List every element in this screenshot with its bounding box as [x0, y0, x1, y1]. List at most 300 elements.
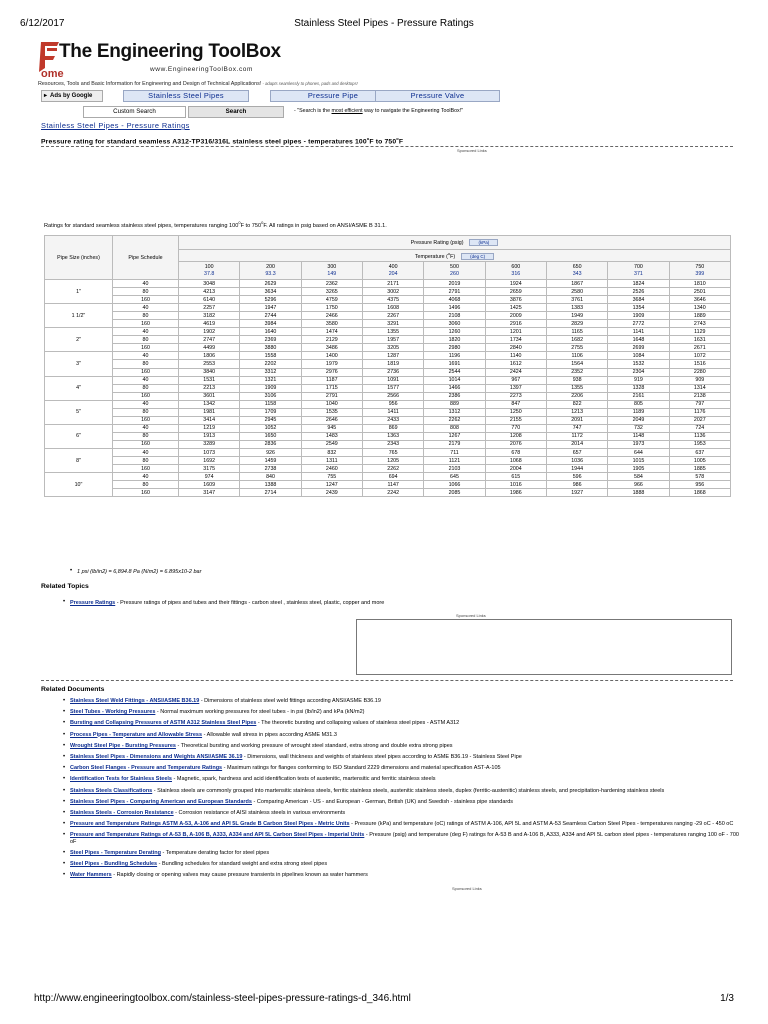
pressure-cell: 2433	[362, 416, 423, 424]
pressure-cell: 2206	[546, 392, 607, 400]
related-document-link[interactable]: Process Pipes - Temperature and Allowable Stress	[70, 731, 203, 738]
table-row	[45, 424, 731, 432]
pressure-cell: 2659	[485, 288, 546, 296]
pressure-cell: 2091	[546, 416, 607, 424]
pressure-cell: 2629	[240, 280, 301, 288]
pressure-cell: 2744	[240, 312, 301, 320]
pressure-cell: 2085	[424, 489, 485, 497]
pressure-cell: 1015	[608, 457, 669, 465]
pressure-cell: 747	[546, 424, 607, 432]
pressure-cell: 2129	[301, 336, 362, 344]
pressure-cell: 2976	[301, 368, 362, 376]
pressure-cell: 2791	[301, 392, 362, 400]
related-document-link[interactable]: Steel Pipes - Temperature Derating	[70, 850, 161, 857]
pressure-cell: 4375	[362, 296, 423, 304]
pressure-cell: 1577	[362, 384, 423, 392]
list-item: • Bursting and Collapsing Pressures of ASTM A312 Stainless Steel Pipes - The theoretic bursting and collapsing values of stainless steel pipes - ASTM A312	[70, 720, 740, 727]
pressure-cell: 1692	[179, 457, 240, 465]
list-item: • Steel Pipes - Bundling Schedules - Bundling schedules for standard weight and extra strong steel pipes	[70, 861, 740, 868]
pressure-cell: 1820	[424, 336, 485, 344]
related-document-link[interactable]: Steel Pipes - Bundling Schedules	[70, 861, 158, 868]
pressure-cell: 5296	[240, 296, 301, 304]
schedule-cell: 160	[113, 320, 179, 328]
list-item: • Stainless Steels - Corrosion Resistance - Corrosion resistance of AISI stainless steels in various environments	[70, 810, 740, 817]
pressure-cell: 2027	[669, 416, 730, 424]
pressure-cell: 2049	[608, 416, 669, 424]
pressure-cell: 2671	[669, 344, 730, 352]
pressure-cell: 3761	[546, 296, 607, 304]
pressure-cell: 3634	[240, 288, 301, 296]
pressure-cell: 1121	[424, 457, 485, 465]
pressure-cell: 808	[424, 424, 485, 432]
pressure-cell: 1260	[424, 328, 485, 336]
schedule-cell: 80	[113, 384, 179, 392]
page-headline: Pressure rating for standard seamless A312-TP316/316L stainless steel pipes - temperatures 100$^o$F to 750$^o$F	[41, 136, 404, 146]
pressure-cell: 3265	[301, 288, 362, 296]
list-item: • Stainless Steel Pipes - Comparing American and European Standards - Comparing American - US - and European - German, British (UK) and Swedish - stainless pipe standards	[70, 799, 740, 806]
pressure-cell: 2916	[485, 320, 546, 328]
pressure-cell: 1073	[179, 448, 240, 456]
table-row	[45, 304, 731, 312]
pressure-cell: 1187	[301, 376, 362, 384]
pressure-cell: 3312	[240, 368, 301, 376]
pressure-cell: 1709	[240, 408, 301, 416]
pressure-cell: 840	[240, 473, 301, 481]
pressure-cell: 1944	[546, 465, 607, 473]
table-row	[45, 481, 731, 489]
deg-c-toggle-button[interactable]: (deg C)	[461, 253, 494, 260]
pressure-cell: 1355	[362, 328, 423, 336]
pressure-cell: 678	[485, 448, 546, 456]
pressure-cell: 3414	[179, 416, 240, 424]
pressure-cell: 2014	[546, 440, 607, 448]
pressure-cell: 1201	[485, 328, 546, 336]
schedule-cell: 40	[113, 424, 179, 432]
pressure-cell: 3060	[424, 320, 485, 328]
pressure-cell: 2424	[485, 368, 546, 376]
pressure-cell: 1734	[485, 336, 546, 344]
pressure-cell: 3646	[669, 296, 730, 304]
related-documents-list	[70, 698, 740, 884]
pressure-cell: 2362	[301, 280, 362, 288]
logo-url: www.EngineeringToolBox.com	[150, 66, 254, 73]
pressure-cell: 711	[424, 448, 485, 456]
page-number: 1/3	[720, 993, 734, 1004]
pressure-cell: 1474	[301, 328, 362, 336]
table-row	[45, 489, 731, 497]
pressure-cell: 1014	[424, 376, 485, 384]
schedule-cell: 160	[113, 344, 179, 352]
pressure-cell: 2019	[424, 280, 485, 288]
pressure-cell: 974	[179, 473, 240, 481]
advertisement-box[interactable]	[356, 619, 732, 675]
pressure-cell: 1531	[179, 376, 240, 384]
temperature-column-header: 400 204	[362, 262, 423, 280]
pressure-cell: 1219	[179, 424, 240, 432]
pressure-cell: 732	[608, 424, 669, 432]
pressure-cell: 2343	[362, 440, 423, 448]
logo-title: The Engineering ToolBox	[59, 41, 281, 62]
pressure-cell: 1250	[485, 408, 546, 416]
pressure-cell: 2242	[362, 489, 423, 497]
pressure-rating-table	[44, 235, 731, 497]
pressure-cell: 2155	[485, 416, 546, 424]
table-row	[45, 352, 731, 360]
temperature-column-header: 700 371	[608, 262, 669, 280]
schedule-cell: 160	[113, 296, 179, 304]
site-logo[interactable]	[37, 40, 297, 82]
pressure-cell: 765	[362, 448, 423, 456]
pressure-cell: 1609	[179, 481, 240, 489]
pressure-cell: 1176	[669, 408, 730, 416]
pressure-cell: 1535	[301, 408, 362, 416]
pressure-cell: 2257	[179, 304, 240, 312]
related-document-link[interactable]: Stainless Steels Classifications	[70, 787, 153, 794]
pressure-cell: 3876	[485, 296, 546, 304]
pressure-cell: 644	[608, 448, 669, 456]
pressure-cell: 919	[608, 376, 669, 384]
pressure-cell: 1363	[362, 432, 423, 440]
pressure-cell: 3147	[179, 489, 240, 497]
list-item: • Identification Tests for Stainless Steels - Magnetic, spark, hardness and acid identification tests of austenitic, martensitic and ferritic stainless steels	[70, 776, 740, 783]
pressure-cell: 1140	[485, 352, 546, 360]
pressure-cell: 2267	[362, 312, 423, 320]
pressure-cell: 2840	[485, 344, 546, 352]
pressure-cell: 1957	[362, 336, 423, 344]
pressure-cell: 1612	[485, 360, 546, 368]
related-document-link[interactable]: Carbon Steel Flanges - Pressure and Temperature Ratings	[70, 765, 223, 772]
pressure-cell: 2280	[669, 368, 730, 376]
pressure-cell: 2369	[240, 336, 301, 344]
pressure-cell: 1902	[179, 328, 240, 336]
pressure-cell: 1068	[485, 457, 546, 465]
pressure-cell: 1973	[608, 440, 669, 448]
schedule-cell: 160	[113, 465, 179, 473]
table-row	[45, 448, 731, 456]
pressure-cell: 1979	[301, 360, 362, 368]
pressure-cell: 1885	[669, 465, 730, 473]
pressure-cell: 1909	[240, 384, 301, 392]
table-row	[45, 312, 731, 320]
pressure-cell: 637	[669, 448, 730, 456]
pressure-cell: 1715	[301, 384, 362, 392]
schedule-cell: 80	[113, 457, 179, 465]
pipe-size-header: Pipe Size (inches)	[45, 236, 113, 280]
table-row	[45, 360, 731, 368]
temperature-column-header: 600 316	[485, 262, 546, 280]
pressure-cell: 1927	[546, 489, 607, 497]
table-row	[45, 432, 731, 440]
table-row	[45, 457, 731, 465]
pipe-size-cell: 10"	[45, 473, 113, 497]
temperature-column-header: 500 260	[424, 262, 485, 280]
pressure-cell: 1311	[301, 457, 362, 465]
pressure-cell: 956	[669, 481, 730, 489]
sponsored-links-label: Sponsored Links	[456, 613, 486, 618]
pressure-cell: 1267	[424, 432, 485, 440]
pressure-cell: 3601	[179, 392, 240, 400]
table-row	[45, 400, 731, 408]
pressure-cell: 2714	[240, 489, 301, 497]
pressure-cell: 1040	[301, 400, 362, 408]
pressure-cell: 945	[301, 424, 362, 432]
schedule-cell: 40	[113, 448, 179, 456]
pressure-cell: 2980	[424, 344, 485, 352]
temperature-column-header: 100 37.8	[179, 262, 240, 280]
print-date: 6/12/2017	[20, 18, 65, 29]
related-document-link[interactable]: Bursting and Collapsing Pressures of ASTM A312 Stainless Steel Pipes	[70, 720, 257, 727]
pressure-cell: 1640	[240, 328, 301, 336]
pressure-cell: 657	[546, 448, 607, 456]
pressure-cell: 1682	[546, 336, 607, 344]
pressure-cell: 1189	[608, 408, 669, 416]
pressure-cell: 1016	[485, 481, 546, 489]
pressure-cell: 1208	[485, 432, 546, 440]
list-item: • Water Hammers - Rapidly closing or opening valves may cause pressure transients in pipelines known as water hammers	[70, 872, 740, 879]
pressure-cell: 2549	[301, 440, 362, 448]
list-item: • Carbon Steel Flanges - Pressure and Temperature Ratings - Maximum ratings for flanges conforming to ISO Standard 2229 dimensions and material specification AST-A-105	[70, 765, 740, 772]
pressure-cell: 2103	[424, 465, 485, 473]
pressure-cell: 2580	[546, 288, 607, 296]
pressure-cell: 822	[546, 400, 607, 408]
pipe-size-cell: 6"	[45, 424, 113, 448]
pressure-cell: 1924	[485, 280, 546, 288]
related-topic-link[interactable]: Pressure Ratings	[70, 600, 116, 606]
table-row	[45, 344, 731, 352]
pressure-cell: 2262	[362, 465, 423, 473]
pipe-size-cell: 4"	[45, 376, 113, 400]
home-link[interactable]: ome	[41, 68, 64, 80]
pressure-cell: 1091	[362, 376, 423, 384]
pressure-cell: 2304	[608, 368, 669, 376]
schedule-cell: 40	[113, 376, 179, 384]
pressure-cell: 3106	[240, 392, 301, 400]
pressure-cell: 645	[424, 473, 485, 481]
pressure-cell: 1411	[362, 408, 423, 416]
temperature-column-header: 750 399	[669, 262, 730, 280]
schedule-cell: 40	[113, 328, 179, 336]
print-title: Stainless Steel Pipes - Pressure Ratings	[294, 18, 474, 29]
pressure-cell: 1148	[608, 432, 669, 440]
pressure-cell: 2829	[546, 320, 607, 328]
pressure-cell: 1312	[424, 408, 485, 416]
pressure-cell: 2009	[485, 312, 546, 320]
related-document-link[interactable]: Pressure and Temperature Ratings of A-53 B, A-106 B, A333, A334 and API 5L Carbon Steel Pipes - Imperial Units	[70, 832, 365, 839]
schedule-cell: 160	[113, 392, 179, 400]
pressure-cell: 2501	[669, 288, 730, 296]
pressure-cell: 1129	[669, 328, 730, 336]
pressure-cell: 1354	[608, 304, 669, 312]
pressure-cell: 966	[608, 481, 669, 489]
pressure-cell: 1425	[485, 304, 546, 312]
related-document-link[interactable]: Stainless Steel Weld Fittings - ANSI/ASME B36.19	[70, 698, 200, 704]
temperature-column-header: 650 343	[546, 262, 607, 280]
pressure-cell: 1158	[240, 400, 301, 408]
pressure-cell: 2743	[669, 320, 730, 328]
pressure-cell: 2755	[546, 344, 607, 352]
search-button[interactable]: Search	[188, 106, 284, 118]
divider	[41, 146, 733, 147]
pressure-cell: 2466	[301, 312, 362, 320]
schedule-cell: 160	[113, 489, 179, 497]
conversion-note: • 1 psi (lb/in2) = 6,894.8 Pa (N/m2) = 6.895x10-2 bar	[77, 569, 201, 575]
related-document-link[interactable]: Identification Tests for Stainless Steels	[70, 776, 172, 783]
pressure-cell: 2386	[424, 392, 485, 400]
pressure-cell: 3048	[179, 280, 240, 288]
pipe-size-cell: 1 1/2"	[45, 304, 113, 328]
pressure-cell: 1459	[240, 457, 301, 465]
pressure-cell: 1400	[301, 352, 362, 360]
pressure-cell: 1383	[546, 304, 607, 312]
pressure-cell: 1072	[669, 352, 730, 360]
ads-by-google-button[interactable]: ▸ Ads by Google	[41, 90, 103, 102]
pressure-cell: 578	[669, 473, 730, 481]
pressure-cell: 1172	[546, 432, 607, 440]
schedule-cell: 160	[113, 440, 179, 448]
pressure-cell: 797	[669, 400, 730, 408]
pressure-cell: 1981	[179, 408, 240, 416]
kpa-toggle-button[interactable]: (kPa)	[469, 239, 498, 246]
list-item: • Wrought Steel Pipe - Bursting Pressures - Theoretical bursting and working pressure of wrought steel standard, extra strong and double extra strong pipes	[70, 743, 740, 750]
pressure-cell: 2646	[301, 416, 362, 424]
pressure-cell: 1213	[546, 408, 607, 416]
list-item: • Steel Tubes - Working Pressures - Normal maximum working pressures for steel tubes - in psi (lb/in2) and kPa (kN/m2)	[70, 709, 740, 716]
pressure-cell: 3580	[301, 320, 362, 328]
pressure-cell: 2138	[669, 392, 730, 400]
pressure-cell: 2945	[240, 416, 301, 424]
schedule-cell: 80	[113, 288, 179, 296]
related-document-link[interactable]: Water Hammers	[70, 872, 112, 879]
pressure-cell: 4759	[301, 296, 362, 304]
search-hint-emphasis: most efficient	[331, 108, 363, 114]
pressure-cell: 1052	[240, 424, 301, 432]
search-hint: - "Search is the most efficient way to navigate the Engineering ToolBox!"	[294, 108, 464, 114]
list-item: • Pressure and Temperature Ratings of A-53 B, A-106 B, A333, A334 and API 5L Carbon Steel Pipes - Imperial Units - Pressure (psig) and temperature (deg F) ratings for A-53 B and A-106 B, A333, A334 and API 5L carbon steel pipes - temperatures ranging 100 oF - 700 oF	[70, 832, 740, 845]
pressure-cell: 2202	[240, 360, 301, 368]
pressure-cell: 1141	[608, 328, 669, 336]
pressure-cell: 3880	[240, 344, 301, 352]
print-footer	[34, 993, 734, 1007]
list-item: • Steel Pipes - Temperature Derating - Temperature derating factor for steel pipes	[70, 850, 740, 857]
pressure-cell: 1532	[608, 360, 669, 368]
pressure-cell: 1397	[485, 384, 546, 392]
related-document-link[interactable]: Stainless Steels - Corrosion Resistance	[70, 809, 174, 816]
related-document-link[interactable]: Steel Tubes - Working Pressures	[70, 709, 156, 716]
pipe-size-cell: 5"	[45, 400, 113, 424]
pressure-cell: 2736	[362, 368, 423, 376]
related-topics-title: Related Topics	[41, 583, 89, 590]
pressure-cell: 3684	[608, 296, 669, 304]
list-item: • Pressure and Temperature Ratings ASTM A-53, A-106 and API 5L Grade B Carbon Steel Pipes - Metric Units - Pressure (kPa) and temperature (oC) ratings of ASTM A-106, API 5L and ASTM A-53 Seamless Carbon Steel Pipes - temperatures ranging -29 oC - 450 oC	[70, 821, 740, 828]
tagline-small: - adapts seamlessly to phones, pads and desktops!	[261, 81, 358, 86]
list-item: • Stainless Steels Classifications - Stainless steels are commonly grouped into martensitic stainless steels, ferritic stainless steels, austenitic stainless steels, duplex (ferritic-austenitic) stainless steels, and precipitation-hardening stainless steels	[70, 788, 740, 795]
pressure-cell: 1342	[179, 400, 240, 408]
nav-tab-pressure-valve[interactable]: Pressure Valve	[375, 90, 500, 102]
breadcrumb-link[interactable]: Stainless Steel Pipes - Pressure Ratings	[41, 121, 190, 130]
related-document-link[interactable]: Pressure and Temperature Ratings ASTM A-53, A-106 and API 5L Grade B Carbon Steel Pipes - Metric Units	[70, 821, 350, 828]
related-document-link[interactable]: Stainless Steel Pipes - Dimensions and Weights ANSI/ASME 36.19	[70, 753, 243, 760]
sponsored-links-label: Sponsored Links	[452, 886, 482, 891]
pressure-cell: 832	[301, 448, 362, 456]
pressure-cell: 2747	[179, 336, 240, 344]
pressure-cell: 3289	[179, 440, 240, 448]
custom-search-input[interactable]: Custom Search	[83, 106, 186, 118]
pressure-cell: 909	[669, 376, 730, 384]
pressure-cell: 3984	[240, 320, 301, 328]
temperature-column-header: 300 149	[301, 262, 362, 280]
table-row	[45, 384, 731, 392]
pressure-cell: 2460	[301, 465, 362, 473]
pressure-cell: 1328	[608, 384, 669, 392]
schedule-cell: 80	[113, 481, 179, 489]
pressure-cell: 2273	[485, 392, 546, 400]
pressure-cell: 1949	[546, 312, 607, 320]
pressure-cell: 3002	[362, 288, 423, 296]
table-row	[45, 320, 731, 328]
table-row	[45, 416, 731, 424]
pressure-cell: 956	[362, 400, 423, 408]
related-document-link[interactable]: Wrought Steel Pipe - Bursting Pressures	[70, 742, 176, 749]
nav-tab-stainless-steel-pipes[interactable]: Stainless Steel Pipes	[123, 90, 249, 102]
pressure-cell: 2439	[301, 489, 362, 497]
pressure-cell: 2352	[546, 368, 607, 376]
pressure-cell: 755	[301, 473, 362, 481]
table-row	[45, 408, 731, 416]
pressure-cell: 1889	[669, 312, 730, 320]
related-document-link[interactable]: Stainless Steel Pipes - Comparing American and European Standards	[70, 798, 252, 805]
pressure-cell: 1558	[240, 352, 301, 360]
pressure-cell: 869	[362, 424, 423, 432]
pressure-cell: 1355	[546, 384, 607, 392]
pressure-cell: 1913	[179, 432, 240, 440]
schedule-cell: 40	[113, 280, 179, 288]
nav-tab-pressure-pipe[interactable]: Pressure Pipe	[270, 90, 396, 102]
pressure-cell: 2544	[424, 368, 485, 376]
pressure-cell: 2772	[608, 320, 669, 328]
schedule-cell: 40	[113, 473, 179, 481]
pressure-cell: 3175	[179, 465, 240, 473]
pressure-cell: 1824	[608, 280, 669, 288]
pressure-cell: 2213	[179, 384, 240, 392]
pressure-cell: 1205	[362, 457, 423, 465]
pressure-cell: 938	[546, 376, 607, 384]
pressure-cell: 3840	[179, 368, 240, 376]
table-row	[45, 288, 731, 296]
pressure-cell: 1806	[179, 352, 240, 360]
pressure-cell: 1953	[669, 440, 730, 448]
pressure-cell: 1631	[669, 336, 730, 344]
table-row	[45, 376, 731, 384]
schedule-cell: 80	[113, 360, 179, 368]
schedule-cell: 160	[113, 416, 179, 424]
schedule-cell: 40	[113, 352, 179, 360]
pressure-cell: 1947	[240, 304, 301, 312]
pressure-cell: 1909	[608, 312, 669, 320]
pressure-cell: 926	[240, 448, 301, 456]
pressure-cell: 4619	[179, 320, 240, 328]
pressure-cell: 1868	[669, 489, 730, 497]
pressure-cell: 4213	[179, 288, 240, 296]
pipe-size-cell: 8"	[45, 448, 113, 472]
pipe-size-cell: 2"	[45, 328, 113, 352]
related-documents-title: Related Documents	[41, 686, 105, 693]
list-item: • Stainless Steel Pipes - Dimensions and Weights ANSI/ASME 36.19 - Dimensions, wall thickness and weights of stainless steel pipes according to ASME B36.19 - Stainless Steel Pipe	[70, 754, 740, 761]
tagline-main: Resources, Tools and Basic Information for Engineering and Design of Technical Applications!	[38, 81, 262, 87]
table-row	[45, 473, 731, 481]
schedule-cell: 80	[113, 408, 179, 416]
pressure-cell: 1650	[240, 432, 301, 440]
print-header	[20, 18, 748, 32]
